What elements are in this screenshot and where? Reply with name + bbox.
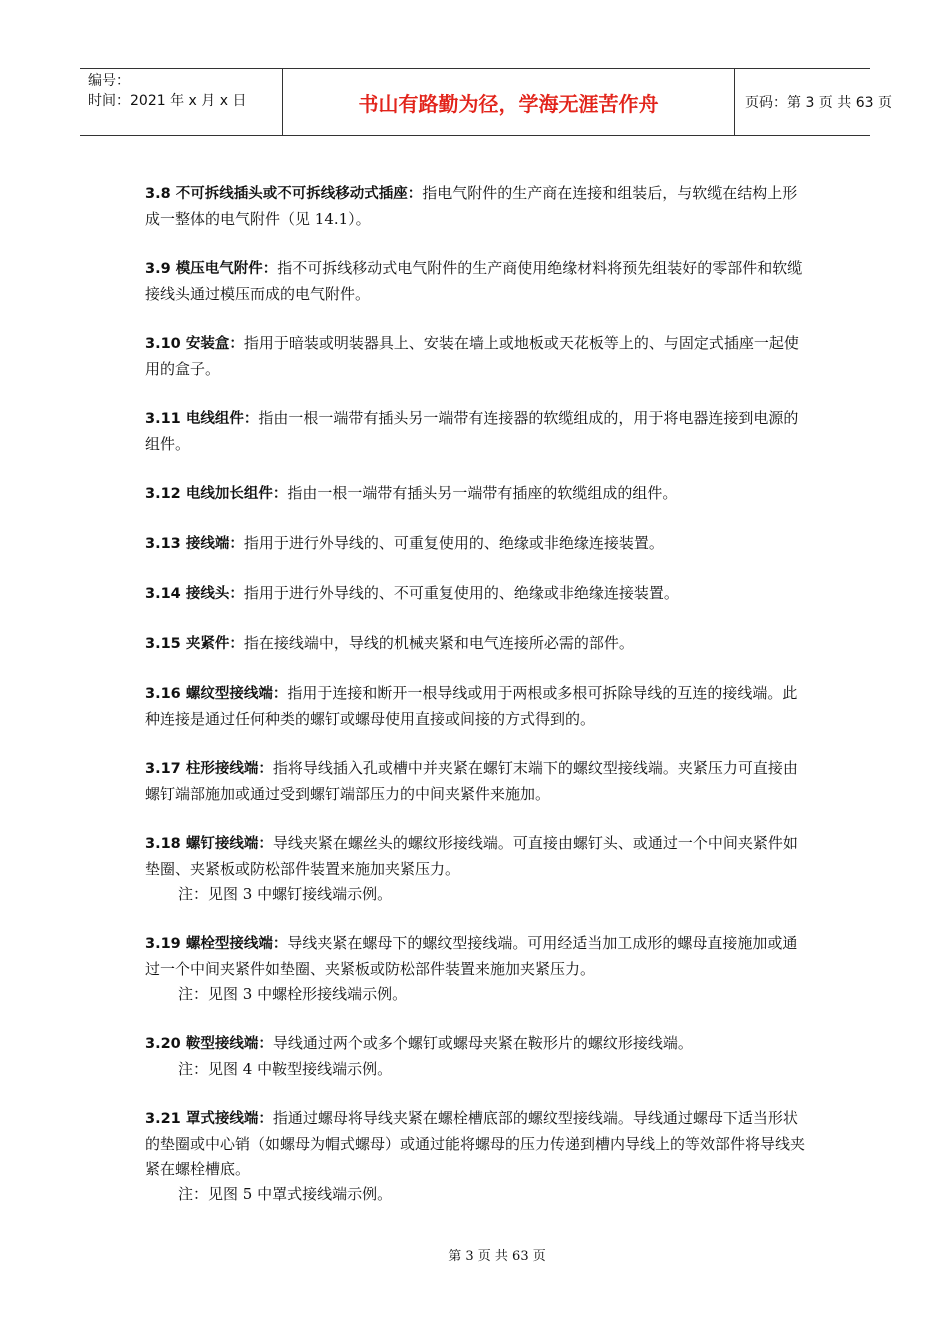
entry-3-19 <box>145 931 811 1007</box>
entry-3-12 <box>145 481 811 507</box>
header-meta <box>80 69 283 135</box>
entry-note: 注：见图 3 中螺钉接线端示例。 <box>178 885 393 903</box>
entry-note: 注：见图 4 中鞍型接线端示例。 <box>178 1060 393 1078</box>
page-header <box>80 68 892 136</box>
entry-3-9 <box>145 256 811 307</box>
entry-text: 指将导线插入孔或槽中并夹紧在螺钉末端下的螺纹型接线端。夹紧压力可直接由螺钉端部施加或通过受到螺钉端部压力的中间夹紧件来施加。 <box>145 759 798 803</box>
entry-text: 导线夹紧在螺丝头的螺纹形接线端。可直接由螺钉头、或通过一个中间夹紧件如垫圈、夹紧板或防松部件装置来施加夹紧压力。 <box>145 834 798 878</box>
document-number-label: 编号： <box>88 73 130 89</box>
header-page-info: 页码：第 3 页 共 63 页 <box>745 95 892 111</box>
header-motto: 书山有路勤为径，学海无涯苦作舟 <box>283 69 735 135</box>
entry-text: 指由一根一端带有插头另一端带有连接器的软缆组成的，用于将电器连接到电源的组件。 <box>145 409 799 453</box>
entry-text: 导线夹紧在螺母下的螺纹型接线端。可用经适当加工成形的螺母直接施加或通过一个中间夹紧件如垫圈、夹紧板或防松部件装置来施加夹紧压力。 <box>145 934 798 978</box>
document-date: 时间：2021 年 x 月 x 日 <box>88 93 247 109</box>
entry-term: 3.16 螺纹型接线端： <box>145 686 288 702</box>
entry-3-17 <box>145 756 811 807</box>
entry-note: 注：见图 5 中罩式接线端示例。 <box>178 1185 393 1203</box>
entry-term: 3.15 夹紧件： <box>145 636 244 652</box>
entry-3-20 <box>145 1031 811 1082</box>
entry-note: 注：见图 3 中螺栓形接线端示例。 <box>178 985 408 1003</box>
entry-text: 指用于连接和断开一根导线或用于两根或多根可拆除导线的互连的接线端。此种连接是通过任何种类的螺钉或螺母使用直接或间接的方式得到的。 <box>145 684 798 728</box>
entry-text: 指不可拆线移动式电气附件的生产商使用绝缘材料将预先组装好的零部件和软缆接线头通过模压而成的电气附件。 <box>145 259 803 303</box>
entry-term: 3.9 模压电气附件： <box>145 261 278 277</box>
entry-3-8 <box>145 181 811 232</box>
entry-text: 指在接线端中，导线的机械夹紧和电气连接所必需的部件。 <box>243 634 634 652</box>
entry-term: 3.8 不可拆线插头或不可拆线移动式插座： <box>145 186 423 202</box>
entry-text: 指电气附件的生产商在连接和组装后，与软缆在结构上形成一整体的电气附件（见 14.1）。 <box>145 184 798 228</box>
entry-3-16 <box>145 681 811 732</box>
entry-term: 3.17 柱形接线端： <box>145 761 273 777</box>
entry-text: 指用于进行外导线的、不可重复使用的、绝缘或非绝缘连接装置。 <box>243 584 679 602</box>
entry-3-10 <box>145 331 811 382</box>
entry-term: 3.18 螺钉接线端： <box>145 836 273 852</box>
entry-term: 3.10 安装盒： <box>145 336 244 352</box>
entry-term: 3.13 接线端： <box>145 536 244 552</box>
entry-term: 3.20 鞍型接线端： <box>145 1036 273 1052</box>
entry-3-13 <box>145 531 811 557</box>
entry-term: 3.12 电线加长组件： <box>145 486 288 502</box>
entry-text: 导线通过两个或多个螺钉或螺母夹紧在鞍形片的螺纹形接线端。 <box>272 1034 693 1052</box>
entry-text: 指通过螺母将导线夹紧在螺栓槽底部的螺纹型接线端。导线通过螺母下适当形状的垫圈或中心销（如螺母为帽式螺母）或通过能将螺母的压力传递到槽内导线上的等效部件将导线夹紧在螺栓槽底。 <box>145 1109 806 1178</box>
entry-3-14 <box>145 581 811 607</box>
entry-term: 3.19 螺栓型接线端： <box>145 936 288 952</box>
document-body <box>145 181 811 1231</box>
entry-3-15 <box>145 631 811 657</box>
page-footer: 第 3 页 共 63 页 <box>448 1249 546 1264</box>
entry-3-11 <box>145 406 811 457</box>
entry-text: 指用于暗装或明装器具上、安装在墙上或地板或天花板等上的、与固定式插座一起使用的盒子。 <box>145 334 799 378</box>
entry-text: 指由一根一端带有插头另一端带有插座的软缆组成的组件。 <box>287 484 678 502</box>
entry-term: 3.21 罩式接线端： <box>145 1111 273 1127</box>
entry-3-18 <box>145 831 811 907</box>
entry-term: 3.14 接线头： <box>145 586 244 602</box>
entry-term: 3.11 电线组件： <box>145 411 259 427</box>
entry-text: 指用于进行外导线的、可重复使用的、绝缘或非绝缘连接装置。 <box>243 534 664 552</box>
entry-3-21 <box>145 1106 811 1207</box>
